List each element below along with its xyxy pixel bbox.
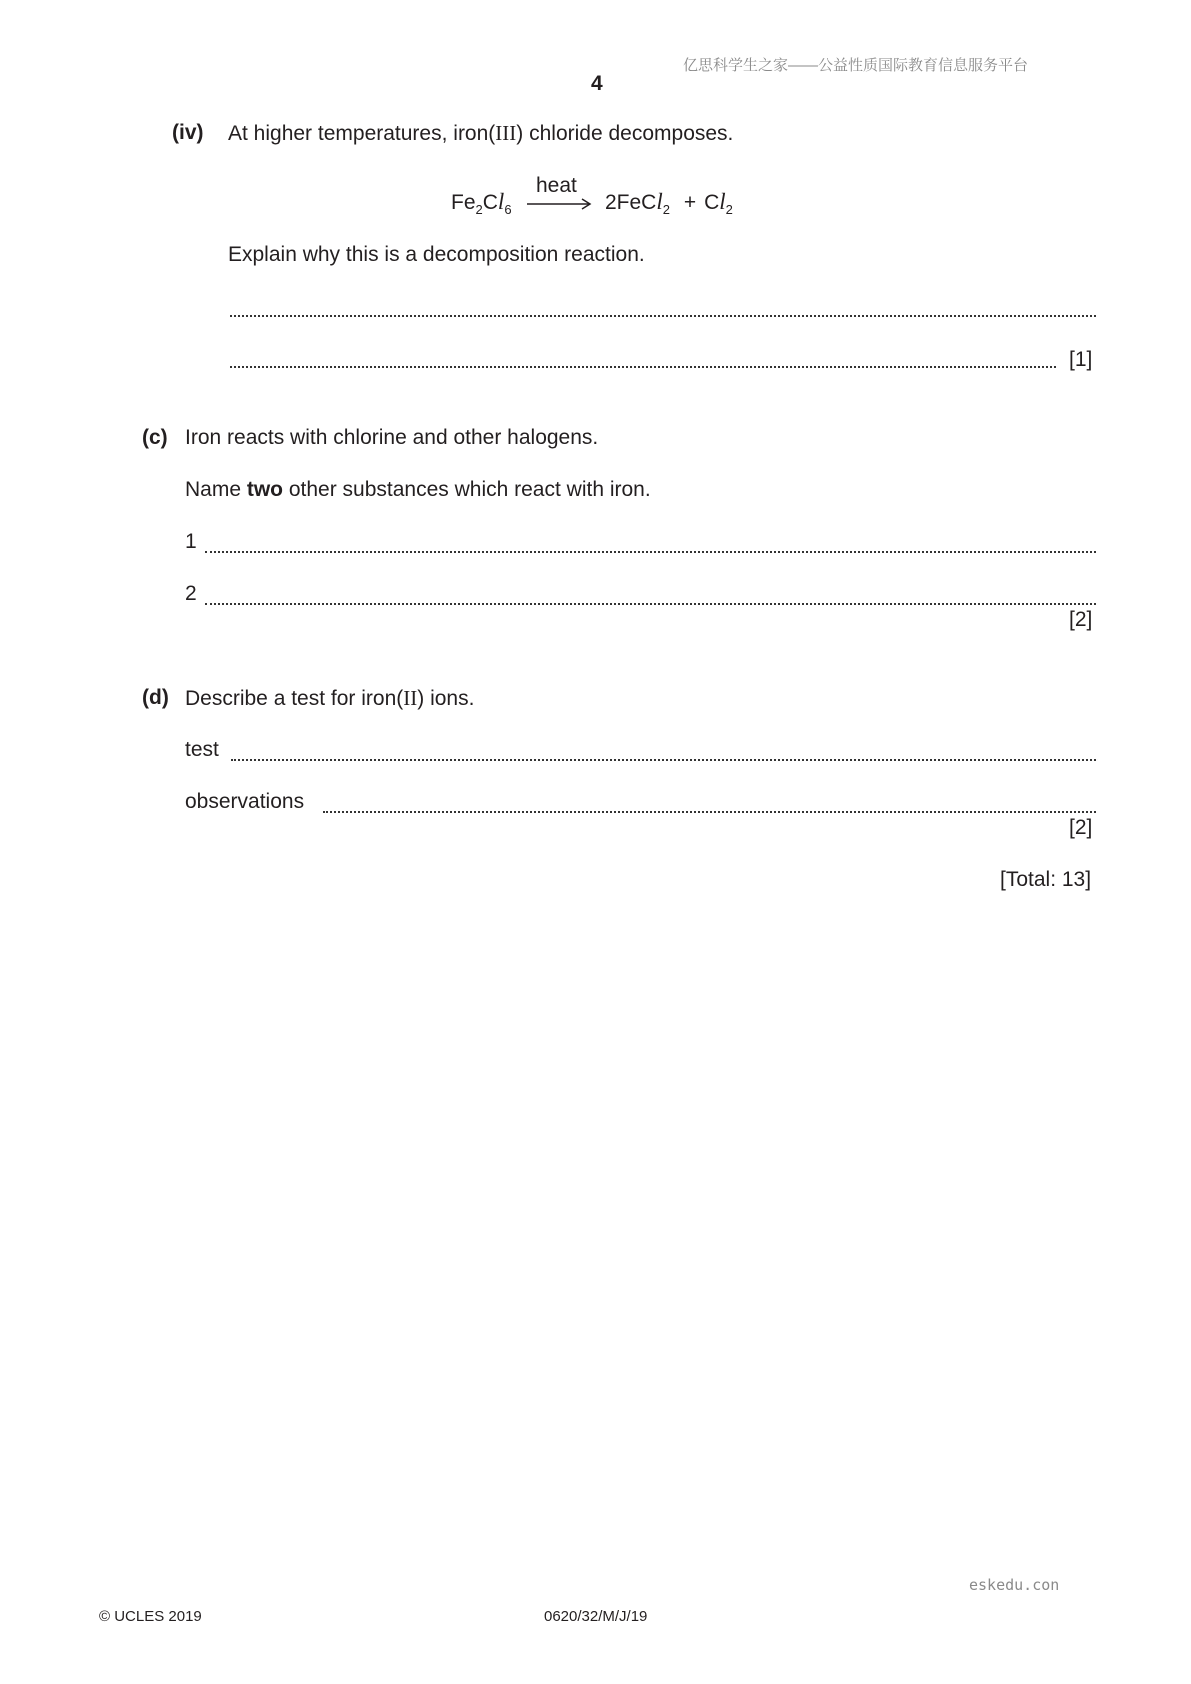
page-number: 4 xyxy=(591,72,603,95)
answer-line-test[interactable] xyxy=(231,759,1096,761)
site-watermark: eskedu.con xyxy=(969,1576,1060,1594)
equation-reactant: $Fe_2Cl_6$ xyxy=(451,189,512,217)
answer-line-c-1-number: 1 xyxy=(185,530,197,553)
answer-line-iv-1[interactable] xyxy=(230,315,1096,317)
mark-d: [2] xyxy=(1069,816,1093,839)
mark-iv: [1] xyxy=(1069,348,1093,371)
answer-line-iv-2[interactable] xyxy=(230,366,1056,368)
mark-c: [2] xyxy=(1069,608,1093,631)
answer-line-c-1[interactable] xyxy=(205,551,1096,553)
equation-arrow-label: heat xyxy=(536,174,577,197)
test-label: test xyxy=(185,738,219,761)
answer-line-c-2[interactable] xyxy=(205,603,1096,605)
paper-code: 0620/32/M/J/19 xyxy=(544,1608,648,1625)
total-mark: [Total: 13] xyxy=(1000,868,1092,891)
copyright: © UCLES 2019 xyxy=(99,1608,202,1625)
question-d-stem: Describe a test for iron(II) ions. xyxy=(185,686,475,710)
equation-products: 2FeCl$_2$ + $Cl_2$ xyxy=(605,189,733,217)
reaction-arrow-icon xyxy=(527,198,597,210)
stem-text: At higher temperatures, iron( xyxy=(228,122,496,145)
question-c-label: (c) xyxy=(142,426,168,449)
answer-line-observations[interactable] xyxy=(323,811,1096,813)
stem-text: ) chloride decomposes. xyxy=(516,122,734,145)
question-iv xyxy=(172,121,204,145)
question-iv-stem xyxy=(228,121,733,146)
question-c-stem: Iron reacts with chlorine and other halogens. xyxy=(185,426,599,449)
question-d-label: (d) xyxy=(142,686,169,709)
question-iv-instruction: Explain why this is a decomposition reaction. xyxy=(228,243,645,266)
question-c-instruction: Name two other substances which react with iron. xyxy=(185,478,651,501)
oxidation-state: III xyxy=(495,121,517,145)
question-iv-label: (iv) xyxy=(172,121,204,144)
observations-label: observations xyxy=(185,790,305,813)
watermark-text: 亿思科学生之家——公益性质国际教育信息服务平台 xyxy=(683,57,1029,74)
answer-line-c-2-number: 2 xyxy=(185,582,197,605)
